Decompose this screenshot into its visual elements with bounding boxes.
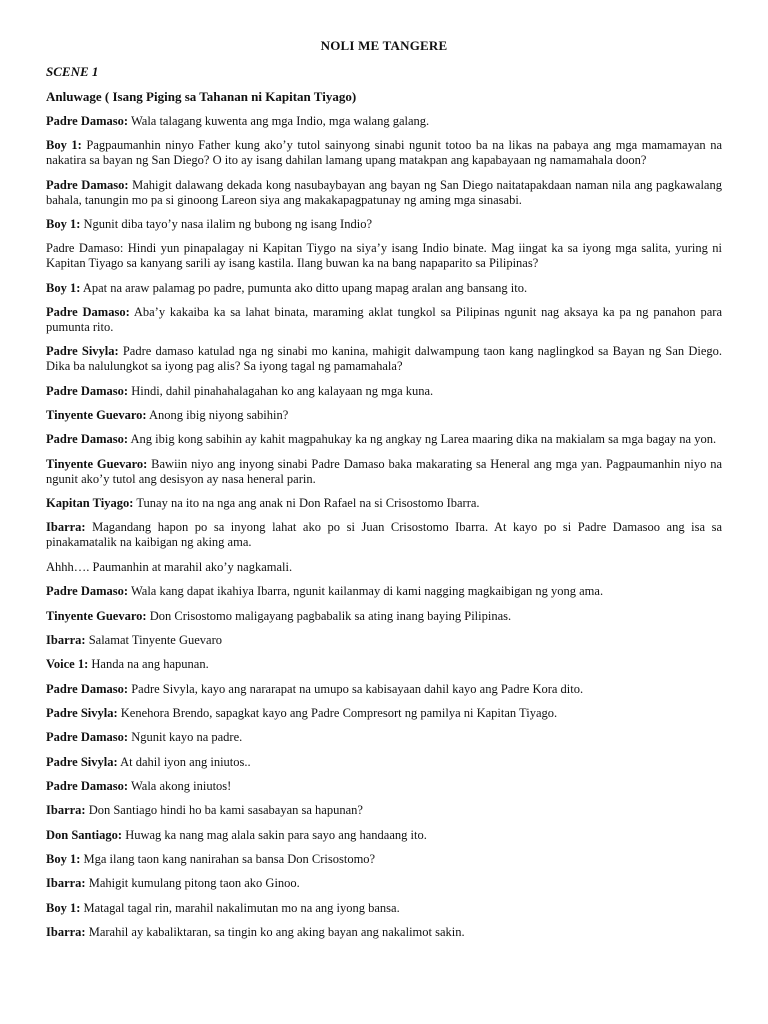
speaker-name: Voice 1: — [46, 657, 89, 672]
speaker-name: Tinyente Guevaro: — [46, 608, 147, 623]
speaker-name: Padre Damaso: — [46, 432, 129, 447]
speaker-name: Padre Damaso: — [46, 681, 129, 696]
dialogue-text: Magandang hapon po sa inyong lahat ako po si Juan Crisostomo Ibarra. At kayo po si Padre Damasoo ang isa sa pinakamatalik na kaibigan ng aking ama. — [46, 520, 723, 550]
dialogue-line — [46, 706, 722, 721]
dialogue-text: Don Santiago hindi ho ba kami sasabayan sa hapunan? — [88, 803, 363, 818]
dialogue-text: Apat na araw palamag po padre, pumunta ako ditto upang mapag aralan ang bansang ito. — [82, 280, 528, 295]
speaker-name: Boy 1: — [46, 217, 81, 232]
dialogue-text: Marahil ay kabaliktaran, sa tingin ko ang aking bayan ang nakalimot sakin. — [88, 924, 465, 939]
dialogue-line — [46, 432, 722, 447]
dialogue-line — [46, 305, 722, 335]
scene-subtitle: Anluwage ( Isang Piging sa Tahanan ni Kapitan Tiyago) — [46, 89, 357, 104]
dialogue-text: Huwag ka nang mag alala sakin para sayo ang handaang ito. — [125, 827, 427, 842]
dialogue-text: Ngunit kayo na padre. — [131, 730, 243, 745]
speaker-name: Ibarra: — [46, 803, 86, 818]
dialogue-line — [46, 520, 722, 550]
dialogue-text: Kenehora Brendo, sapagkat kayo ang Padre Compresort ng pamilya ni Kapitan Tiyago. — [120, 705, 558, 720]
dialogue-text: At dahil iyon ang iniutos.. — [120, 754, 251, 769]
speaker-name: Padre Damaso: — [46, 778, 129, 793]
dialogue-list — [46, 114, 722, 940]
dialogue-line — [46, 609, 722, 624]
speaker-name: Kapitan Tiyago: — [46, 496, 134, 511]
dialogue-line — [46, 852, 722, 867]
speaker-name: Padre Damaso: — [46, 114, 129, 128]
dialogue-text: Matagal tagal rin, marahil nakalimutan mo na ang iyong bansa. — [83, 900, 400, 915]
dialogue-line — [46, 178, 722, 208]
speaker-name: Don Santiago: — [46, 827, 123, 842]
dialogue-text: Aba’y kakaiba ka sa lahat binata, maraming aklat tungkol sa Pilipinas ngunit nag aksaya ka pa ng panahon para pumunta rito. — [46, 305, 722, 335]
speaker-name: Boy 1: — [46, 851, 81, 866]
dialogue-line — [46, 633, 722, 648]
speaker-name: Ibarra: — [46, 924, 86, 939]
dialogue-line — [46, 281, 722, 296]
speaker-name: Padre Damaso: — [46, 305, 130, 320]
speaker-name: Padre Sivyla: — [46, 754, 118, 769]
dialogue-line — [46, 408, 722, 423]
dialogue-line — [46, 876, 722, 891]
dialogue-line — [46, 560, 722, 575]
scene-heading: SCENE 1 — [46, 64, 99, 79]
dialogue-text: Padre Damaso: Hindi yun pinapalagay ni Kapitan Tiygo na siya’y isang Indio binate. Mag iingat ka sa iyong mga salita, yuring ni Kapitan Tiyago sa kanyang sarili ay isang kastila. Ilang buwan ka na bang napaparito sa Pilipinas? — [46, 241, 722, 271]
dialogue-text: Bawiin niyo ang inyong sinabi Padre Damaso baka makarating sa Heneral ang mga yan. Pagpaumanhin niyo na ngunit ako’y tutol ang desisyon ay nasa heneral parin. — [46, 456, 722, 486]
dialogue-line — [46, 682, 722, 697]
speaker-name: Padre Damaso: — [46, 730, 129, 745]
speaker-name: Boy 1: — [46, 138, 82, 153]
dialogue-text: Mahigit kumulang pitong taon ako Ginoo. — [88, 876, 300, 891]
speaker-name: Boy 1: — [46, 280, 81, 295]
speaker-name: Ibarra: — [46, 632, 86, 647]
dialogue-line — [46, 241, 722, 271]
dialogue-text: Ngunit diba tayo’y nasa ilalim ng bubong ng isang Indio? — [83, 217, 372, 232]
dialogue-text: Anong ibig niyong sabihin? — [149, 408, 289, 423]
dialogue-text: Wala kang dapat ikahiya Ibarra, ngunit kailanmay di kami nagging magkaibigan ng yong ama. — [130, 584, 604, 599]
dialogue-line — [46, 496, 722, 511]
dialogue-text: Ang ibig kong sabihin ay kahit magpahukay ka ng angkay ng Larea maaring dika na makialam sa mga bagay na yon. — [130, 432, 717, 447]
dialogue-text: Handa na ang hapunan. — [91, 657, 209, 672]
dialogue-text: Wala talagang kuwenta ang mga Indio, mga walang galang. — [130, 114, 430, 128]
dialogue-line — [46, 901, 722, 916]
dialogue-text: Wala akong iniutos! — [130, 778, 232, 793]
dialogue-text: Don Crisostomo maligayang pagbabalik sa ating inang baying Pilipinas. — [149, 608, 512, 623]
dialogue-line — [46, 730, 722, 745]
dialogue-text: Ahhh…. Paumanhin at marahil ako’y nagkamali. — [46, 559, 293, 574]
dialogue-line — [46, 584, 722, 599]
speaker-name: Boy 1: — [46, 900, 81, 915]
speaker-name: Padre Damaso: — [46, 383, 129, 398]
dialogue-line — [46, 803, 722, 818]
speaker-name: Ibarra: — [46, 876, 86, 891]
dialogue-text: Mga ilang taon kang nanirahan sa bansa Don Crisostomo? — [83, 851, 376, 866]
document-title: NOLI ME TANGERE — [320, 38, 448, 53]
dialogue-line — [46, 779, 722, 794]
dialogue-text: Mahigit dalawang dekada kong nasubaybayan ang bayan ng San Diego naitatapakdaan naman nila ang pagkawalang bahala, tanungin mo pa si ginoong Lareon siya ang makakapagpatunay ng aming mga sinasabi. — [46, 177, 722, 207]
dialogue-line — [46, 114, 722, 129]
dialogue-text: Salamat Tinyente Guevaro — [88, 632, 223, 647]
speaker-name: Padre Sivyla: — [46, 344, 119, 359]
dialogue-text: Padre Sivyla, kayo ang nararapat na umupo sa kabisayaan dahil kayo ang Padre Kora dito. — [131, 681, 584, 696]
speaker-name: Ibarra: — [46, 520, 86, 535]
speaker-name: Padre Damaso: — [46, 584, 129, 599]
dialogue-text: Padre damaso katulad nga ng sinabi mo kanina, mahigit dalwampung taon kang naglingkod sa Bayan ng San Diego. Dika ba nalulungkot sa iyong pag alis? Sa iyong tagal ng pamamahala? — [46, 344, 722, 374]
speaker-name: Padre Damaso: — [46, 177, 129, 192]
dialogue-line — [46, 138, 722, 168]
dialogue-line — [46, 457, 722, 487]
dialogue-line — [46, 344, 722, 374]
speaker-name: Padre Sivyla: — [46, 705, 118, 720]
speaker-name: Tinyente Guevaro: — [46, 408, 147, 423]
dialogue-text: Hindi, dahil pinahahalagahan ko ang kalayaan ng mga kuna. — [131, 383, 434, 398]
dialogue-line — [46, 755, 722, 770]
dialogue-line — [46, 657, 722, 672]
dialogue-text: Pagpaumanhin ninyo Father kung ako’y tutol sainyong sinabi ngunit totoo ba na likas na pabaya ang mga mamamayan na nakatira sa bayan ng San Diego? O ito ay isang dahilan lamang upang matakpan ang kapabayaan ng namamahala doon? — [46, 138, 723, 168]
dialogue-line — [46, 925, 722, 940]
dialogue-line — [46, 217, 722, 232]
dialogue-line — [46, 828, 722, 843]
dialogue-text: Tunay na ito na nga ang anak ni Don Rafael na si Crisostomo Ibarra. — [136, 496, 480, 511]
dialogue-line — [46, 384, 722, 399]
speaker-name: Tinyente Guevaro: — [46, 456, 148, 471]
